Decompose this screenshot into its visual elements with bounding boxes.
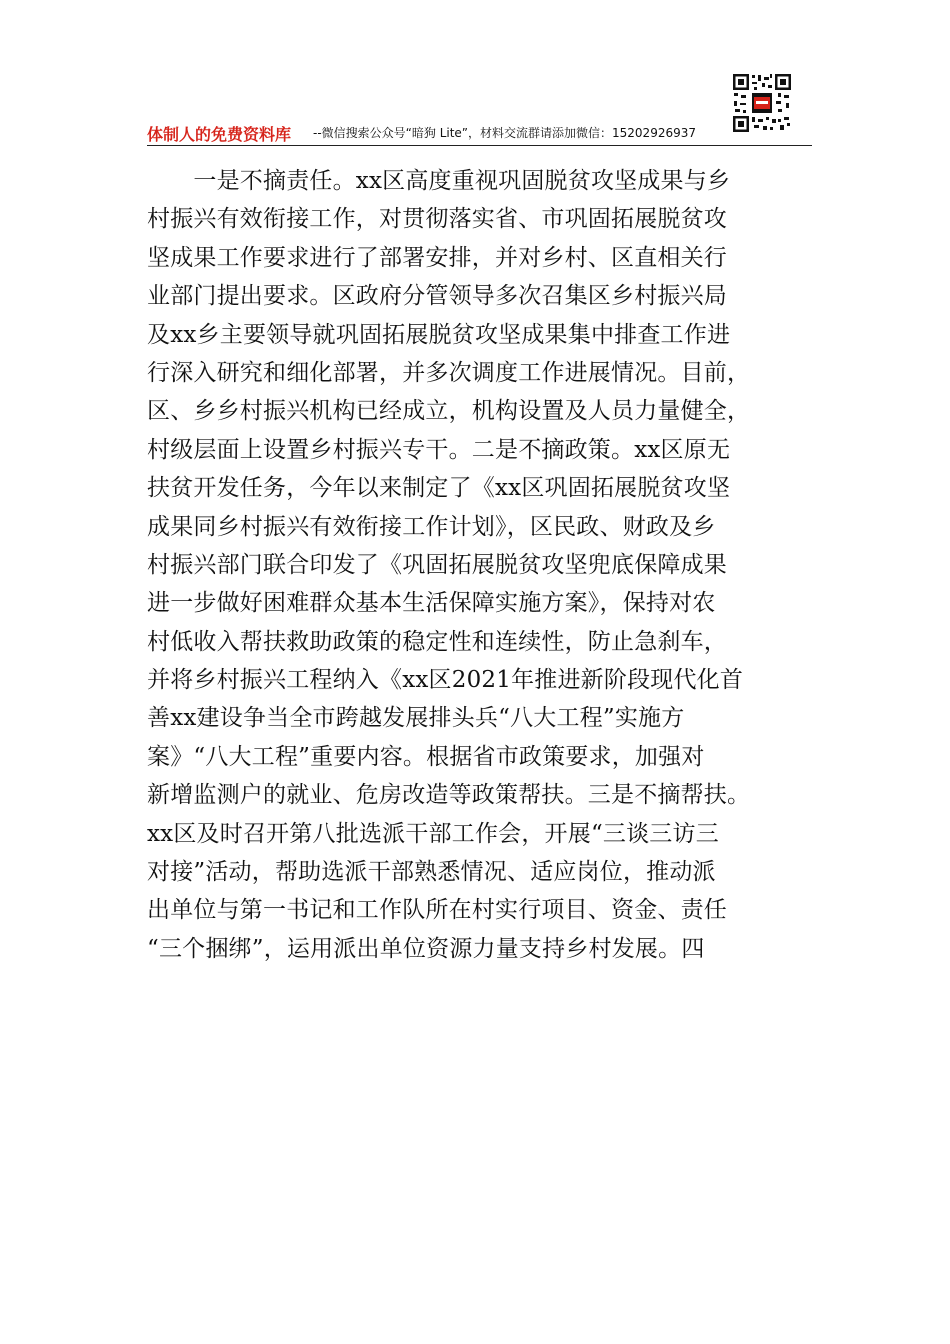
text-line-7: 区、乡乡村振兴机构已经成立，机构设置及人员力量健全，: [147, 398, 751, 425]
text-line-13: 村低收入帮扶救助政策的稳定性和连续性，防止急刹车，: [147, 628, 727, 655]
header-brand: 体制人的免费资料库: [147, 125, 292, 144]
text-line-6: 行深入研究和细化部署，并多次调度工作进展情况。目前，: [147, 359, 751, 386]
text-line-5: 及xx乡主要领导就巩固拓展脱贫攻坚成果集中排查工作进: [147, 321, 731, 348]
text-line-15: 善xx建设争当全市跨越发展排头兵“八大工程”实施方: [147, 705, 685, 732]
text-line-18: xx区及时召开第八批选派干部工作会，开展“三谈三访三: [147, 820, 719, 847]
text-line-12: 进一步做好困难群众基本生活保障实施方案》，保持对农: [147, 590, 716, 617]
header-note: --微信搜索公众号“暗狗 Lite”，材料交流群请添加微信：15202926937: [313, 126, 696, 140]
text-line-20: 出单位与第一书记和工作队所在村实行项目、资金、责任: [147, 897, 727, 924]
text-line-17: 新增监测户的就业、危房改造等政策帮扶。三是不摘帮扶。: [147, 782, 751, 809]
text-line-10: 成果同乡村振兴有效衔接工作计划》，区民政、财政及乡: [147, 513, 716, 540]
text-line-16: 案》“八大工程”重要内容。根据省市政策要求，加强对: [147, 743, 705, 770]
text-line-19: 对接”活动，帮助选派干部熟悉情况、适应岗位，推动派: [147, 859, 716, 886]
page-header: [147, 118, 812, 146]
document-body: [147, 162, 812, 968]
text-line-1: 一是不摘责任。xx区高度重视巩固脱贫攻坚成果与乡: [147, 168, 731, 194]
text-line-3: 坚成果工作要求进行了部署安排，并对乡村、区直相关行: [147, 244, 727, 271]
header-divider: [147, 145, 812, 146]
text-line-4: 业部门提出要求。区政府分管领导多次召集区乡村振兴局: [147, 283, 727, 310]
text-line-9: 扶贫开发任务，今年以来制定了《xx区巩固拓展脱贫攻坚: [147, 475, 731, 502]
text-line-11: 村振兴部门联合印发了《巩固拓展脱贫攻坚兜底保障成果: [147, 551, 727, 578]
text-line-2: 村振兴有效衔接工作，对贯彻落实省、市巩固拓展脱贫攻: [147, 206, 727, 233]
qr-code-icon: [732, 73, 792, 133]
text-line-21: “三个捆绑”，运用派出单位资源力量支持乡村发展。四: [147, 935, 705, 962]
text-line-8: 村级层面上设置乡村振兴专干。二是不摘政策。xx区原无: [147, 436, 731, 463]
text-line-14: 并将乡村振兴工程纳入《xx区2021年推进新阶段现代化首: [147, 667, 744, 694]
